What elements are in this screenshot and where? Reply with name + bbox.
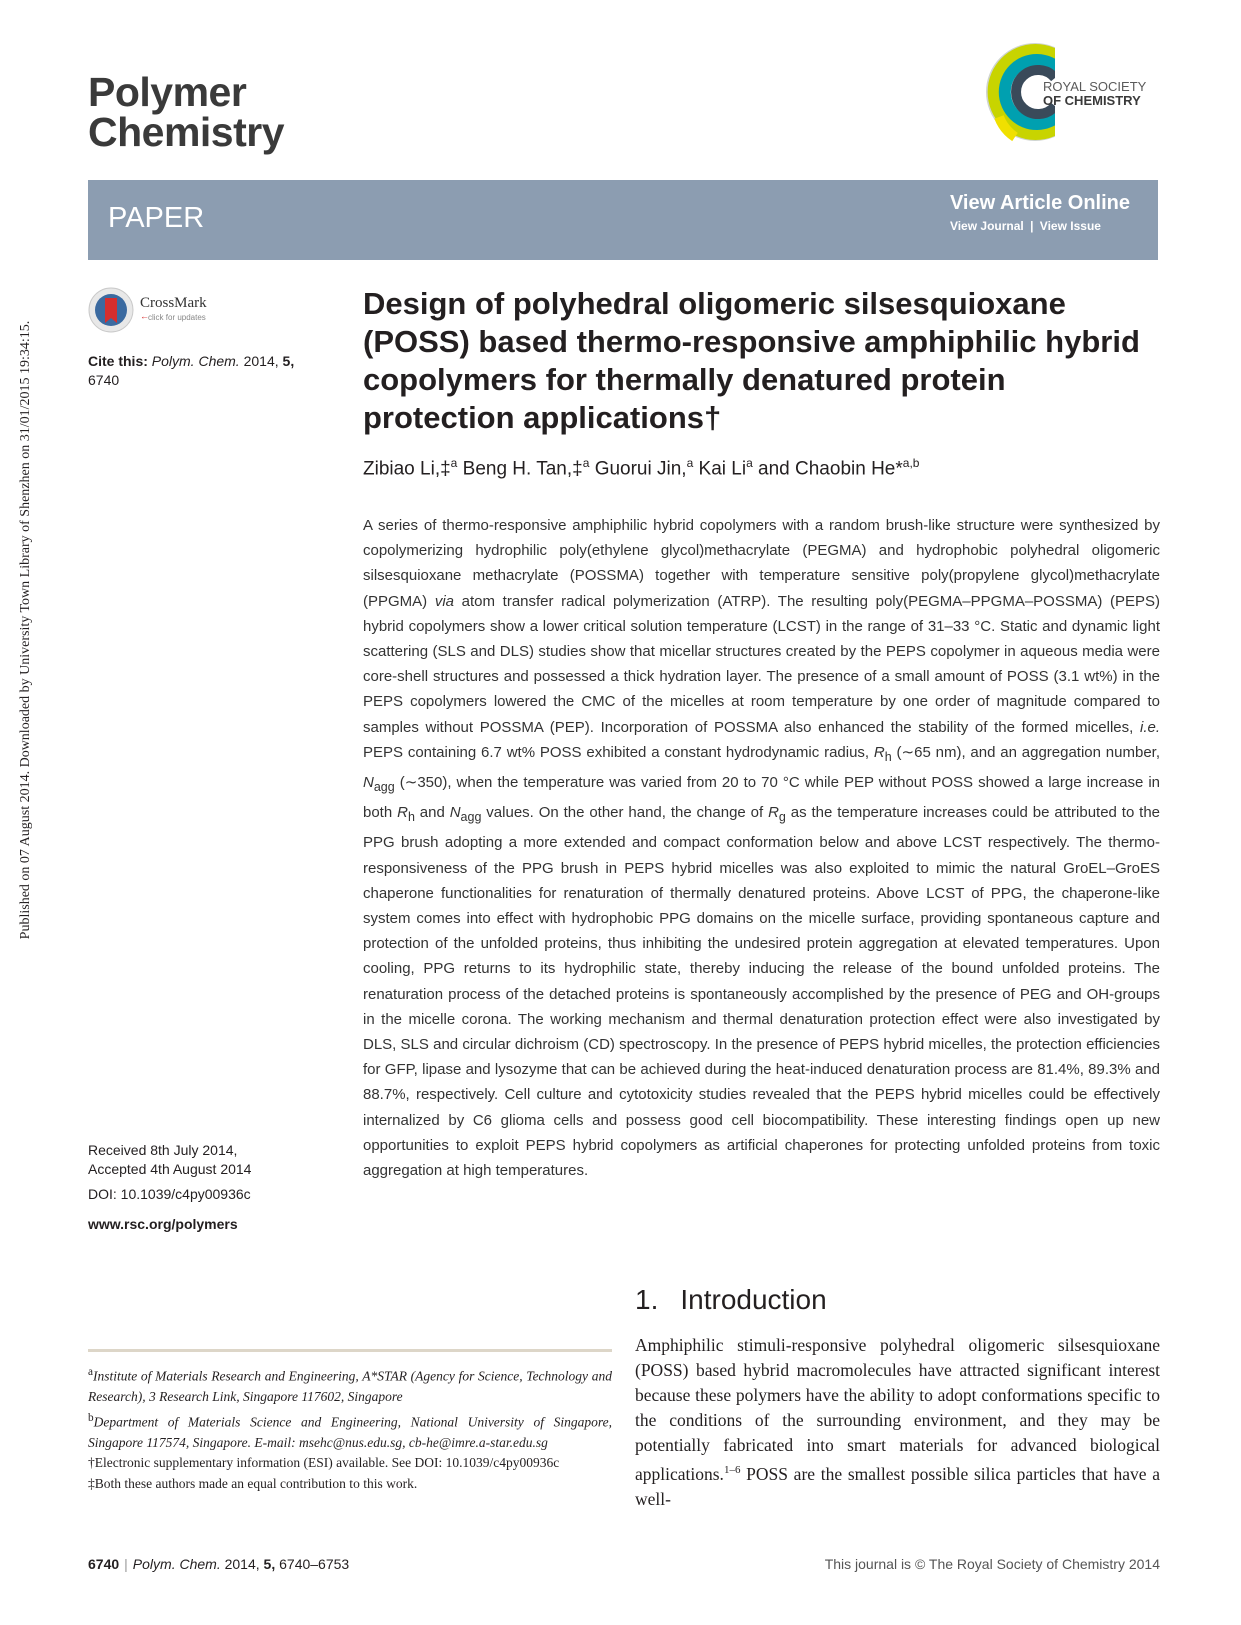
footer-pages: 6740–6753	[279, 1556, 350, 1572]
crossmark-icon	[88, 287, 134, 333]
author-list	[363, 456, 1163, 480]
banner-links	[950, 192, 1130, 233]
crossmark-arrow-icon: ←	[140, 311, 149, 321]
rsc-logo-line2: OF CHEMISTRY	[1043, 93, 1141, 108]
footnote-divider	[88, 1349, 612, 1352]
journal-website-link[interactable]: www.rsc.org/polymers	[88, 1216, 238, 1232]
author-connector: and	[758, 458, 790, 480]
article-type-banner	[88, 180, 1158, 260]
page-number: 6740	[88, 1556, 120, 1572]
author: Guorui Jin,	[594, 458, 687, 480]
view-article-online-link[interactable]: View Article Online	[949, 192, 1130, 214]
introduction-text: Amphiphilic stimuli-responsive polyhedral oligomeric silsesquioxane (POSS) based hybrid macromolecules have attracted significant interest because these polymers have the ability to adopt conformations specific to the conditions of the surrounding environment, and they may be potentially fabricated into smart materials for advanced biological applications.$^{1-6}$ POSS are the smallest possible silica particles that have a well-	[635, 1335, 1160, 1509]
author-affiliation: a	[686, 456, 694, 470]
doi[interactable]: DOI: 10.1039/c4py00936c	[88, 1186, 251, 1202]
download-stamp-text: Published on 07 August 2014. Downloaded by University Town Library of Shenzhen on 31/01/2015 19:34:15.	[18, 320, 33, 940]
crossmark-badge[interactable]	[88, 287, 238, 337]
footnote-affiliation-a: $^a$Institute of Materials Research and Engineering, A*STAR (Agency for Science, Technology and Research), 3 Research Link, Singapore 117602, Singapore	[88, 1366, 612, 1404]
abstract: A series of thermo-responsive amphiphilic hybrid copolymers with a random brush-like structure were synthesized by copolymerizing hydrophilic poly(ethylene glycol)methacrylate (PEGMA) and hydrophobic polyhedral oligomeric silsesquioxane methacrylate (POSSMA) together with temperature sensitive poly(propylene glycol)methacrylate (PPGMA) via atom transfer radical polymerization (ATRP). The resulting poly(PEGMA–PPGMA–POSSMA) (PEPS) hybrid copolymers show a lower critical solution temperature (LCST) in the range of 31–33 °C. Static and dynamic light scattering (SLS and DLS) studies show that micellar structures created by the PEPS copolymer in aqueous media were core-shell structures and possessed a thick hydration layer. The presence of a small amount of POSS (3.1 wt%) in the PEPS copolymers lowered the CMC of the micelles at room temperature by one order of magnitude compared to samples without POSSMA (PEP). Incorporation of POSSMA also enhanced the stability of the formed micelles, i.e. PEPS containing 6.7 wt% POSS exhibited a constant hydrodynamic radius, $R_h$ (∼65 nm), and an aggregation number, $N_{agg}$ (∼350), when the temperature was varied from 20 to 70 °C while PEP without POSS showed a large increase in both $R_h$ and $N_{agg}$ values. On the other hand, the change of $R_g$ as the temperature increases could be attributed to the PPG brush adopting a more extended and compact conformation below and above LCST respectively. The thermo-responsiveness of the PPG brush in PEPS hybrid micelles was also exploited to mimic the natural GroEL–GroES chaperone functionalities for renaturation of thermally denatured proteins. Above LCST of PPG, the chaperone-like system comes into effect with hydrophobic PPG domains on the micelle surface, providing spontaneous capture and protection of the unfolded proteins, thus inhibiting the undesired protein aggregation at elevated temperatures. Upon cooling, PPG returns to its hydrophilic state, thereby inducing the release of the bound unfolded proteins. The renaturation process of the detached proteins is spontaneously accomplished by the presence of PEG and OH-groups in the micelle corona. The working mechanism and thermal denaturation protection effect were also investigated by DLS, SLS and circular dichroism (CD) spectroscopy. In the presence of PEPS hybrid micelles, the protection efficiencies for GFP, lipase and lysozyme that can be achieved during the heat-induced denaturation process are 81.4%, 89.3% and 88.7%, respectively. Cell culture and cytotoxicity studies revealed that the PEPS hybrid micelles could be effectively internalized by C6 glioma cells and possess good cell biocompatibility. These interesting findings open up new opportunities to exploit PEPS hybrid copolymers as artificial chaperones for protecting unfolded proteins from toxic aggregation at high temperatures.	[363, 517, 1161, 1180]
author: Beng H. Tan,‡	[462, 458, 583, 480]
cite-this	[88, 352, 318, 390]
view-journal-link[interactable]: View Journal	[949, 219, 1024, 233]
crossmark-name: CrossMark	[140, 295, 207, 311]
footer-volume: 5,	[263, 1556, 276, 1572]
received-dates	[88, 1141, 338, 1179]
author: Zibiao Li,‡	[363, 458, 451, 480]
footnote-esi: †Electronic supplementary information (ESI) available. See DOI: 10.1039/c4py00936c	[88, 1455, 560, 1470]
accepted-date: Accepted 4th August 2014	[88, 1161, 252, 1177]
link-separator: |	[1030, 219, 1034, 233]
journal-name	[88, 69, 285, 155]
footer-year: 2014,	[224, 1556, 260, 1572]
cite-prefix: Cite this:	[88, 353, 148, 369]
author-affiliation: a	[746, 456, 753, 470]
author-affiliation: a	[582, 456, 590, 470]
page-footer-left: 6740 | Polym. Chem. 2014, 5, 6740–6753	[88, 1556, 350, 1572]
cite-page: 6740	[88, 372, 120, 388]
cite-journal: Polym. Chem.	[151, 353, 240, 369]
reference-citation[interactable]: 1–6	[723, 1464, 741, 1476]
article-title: Design of polyhedral oligomeric silsesquioxane (POSS) based thermo-responsive amphiphilic hybrid copolymers for thermally denatured protein protection applications†	[363, 286, 1140, 435]
cite-volume: 5,	[282, 353, 295, 369]
crossmark-sub: click for updates	[148, 313, 206, 322]
author-affiliation: a	[450, 456, 458, 470]
section-title: Introduction	[680, 1284, 827, 1315]
author: Chaobin He*	[795, 458, 903, 480]
rsc-logo-text	[1043, 80, 1146, 108]
download-stamp	[18, 255, 34, 1005]
footnote-equal-contribution: ‡Both these authors made an equal contribution to this work.	[88, 1475, 418, 1491]
journal-name-line2: Chemistry	[88, 109, 285, 155]
copyright-notice: This journal is © The Royal Society of Chemistry 2014	[824, 1556, 1160, 1572]
section-heading-introduction	[635, 1284, 827, 1316]
footer-journal: Polym. Chem.	[132, 1556, 221, 1572]
author: Kai Li	[698, 458, 747, 480]
journal-name-line1: Polymer	[88, 69, 247, 115]
footnotes	[88, 1362, 612, 1494]
received-date: Received 8th July 2014,	[88, 1142, 238, 1158]
article-type-label: PAPER	[108, 202, 205, 234]
view-issue-link[interactable]: View Issue	[1039, 219, 1101, 233]
rsc-logo-line1: ROYAL SOCIETY	[1043, 79, 1147, 94]
footnote-affiliation-b: $^b$Department of Materials Science and Engineering, National University of Singapore, Singapore 117574, Singapore. E-mail: msehc@nus.edu.sg, cb-he@imre.a-star.edu.sg	[88, 1411, 612, 1450]
author-affiliation: a,b	[902, 456, 920, 470]
rsc-logo[interactable]	[985, 42, 1160, 154]
cite-year: 2014,	[243, 353, 279, 369]
section-number: 1.	[635, 1284, 659, 1315]
